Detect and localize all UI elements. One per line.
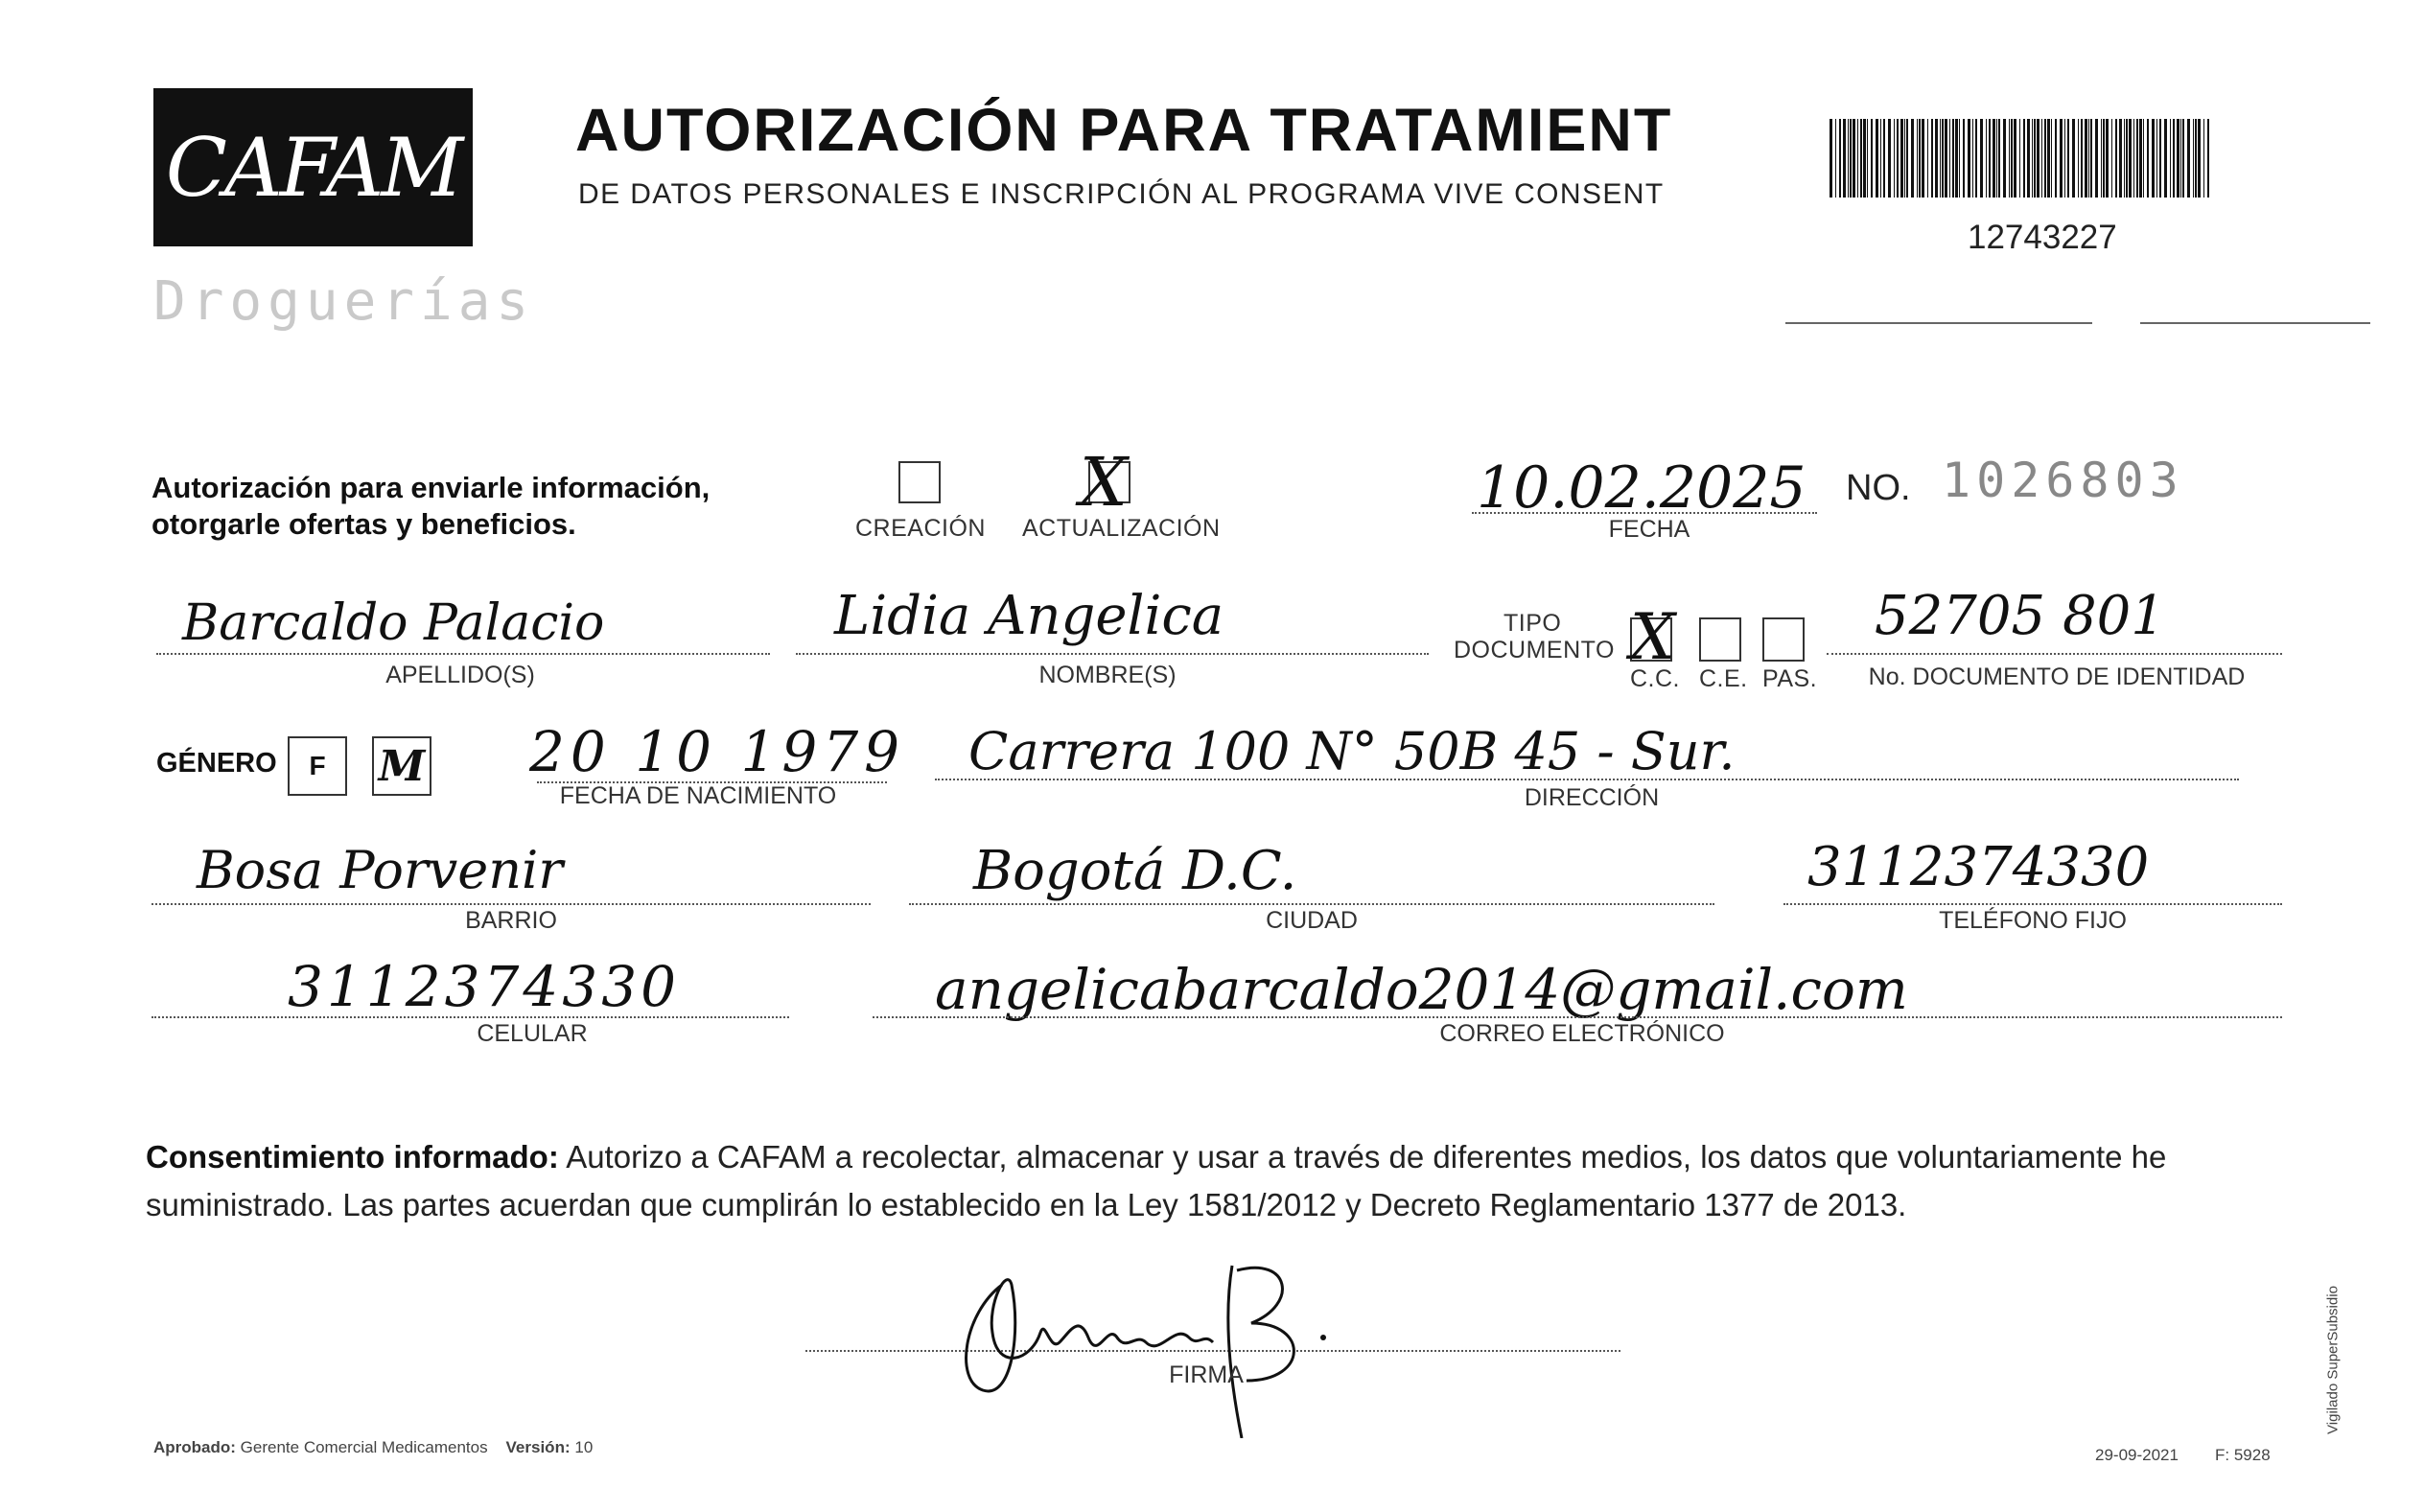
side-text: Vigilado SuperSubsidio bbox=[2324, 1286, 2342, 1434]
genero-f-label: F bbox=[309, 751, 326, 780]
barcode-bar bbox=[2106, 119, 2109, 198]
genero-label: GÉNERO bbox=[156, 748, 277, 779]
actualizacion-mark: X bbox=[1080, 443, 1128, 522]
barcode-bar bbox=[2111, 119, 2112, 198]
barcode-bar bbox=[2027, 119, 2030, 198]
barcode-bar bbox=[2041, 119, 2042, 198]
direccion-line bbox=[935, 779, 2239, 780]
barcode-bar bbox=[1986, 119, 1987, 198]
top-rule-right bbox=[2140, 322, 2370, 324]
barcode-bar bbox=[2203, 119, 2204, 198]
barcode-bar bbox=[2014, 119, 2016, 198]
barcode-bar bbox=[1972, 119, 1973, 198]
genero-m-box[interactable] bbox=[372, 736, 431, 796]
telefono-label: TELÉFONO FIJO bbox=[1939, 907, 2127, 934]
cc-mark: X bbox=[1630, 600, 1675, 674]
barcode-bar bbox=[2152, 119, 2155, 198]
barcode-bar bbox=[1993, 119, 1995, 198]
pas-checkbox[interactable] bbox=[1762, 617, 1805, 662]
barcode-bar bbox=[1860, 119, 1862, 198]
barcode-bar bbox=[2011, 119, 2013, 198]
barcode-bar bbox=[2085, 119, 2087, 198]
barcode-bar bbox=[2147, 119, 2149, 198]
barcode-bar bbox=[2156, 119, 2157, 198]
pas-label: PAS. bbox=[1762, 665, 1818, 692]
barcode-bar bbox=[2067, 119, 2069, 198]
barcode-bar bbox=[1975, 119, 1977, 198]
barcode-bar bbox=[2170, 119, 2171, 198]
cafam-logo bbox=[153, 88, 473, 246]
celular-label: CELULAR bbox=[477, 1020, 588, 1047]
barcode-bar bbox=[1940, 119, 1941, 198]
apellidos-value: Barcaldo Palacio bbox=[182, 594, 605, 652]
cc-label: C.C. bbox=[1630, 665, 1680, 692]
barcode-bar bbox=[1955, 119, 1958, 198]
intro-line-2: otorgarle ofertas y beneficios. bbox=[152, 507, 576, 541]
tipo-documento-label-2: DOCUMENTO bbox=[1454, 637, 1615, 663]
intro-text bbox=[152, 470, 710, 543]
barcode-bar bbox=[1871, 119, 1873, 198]
barcode-bar bbox=[1963, 119, 1965, 198]
fecha-line bbox=[1472, 512, 1817, 514]
barcode-bar bbox=[1848, 119, 1849, 198]
barcode-bar bbox=[2177, 119, 2179, 198]
barcode-bar bbox=[2034, 119, 2036, 198]
no-value: 1026803 bbox=[1942, 453, 2184, 508]
barcode-bar bbox=[1942, 119, 1944, 198]
apellidos-line bbox=[156, 653, 770, 655]
barcode-bar bbox=[2195, 119, 2197, 198]
barcode-bar bbox=[1952, 119, 1954, 198]
genero-m-mark: M bbox=[378, 741, 426, 791]
barcode-bar bbox=[1876, 119, 1878, 198]
barcode-bar bbox=[1904, 119, 1905, 198]
logo-text: CAFAM bbox=[165, 120, 461, 215]
barcode-bar bbox=[1959, 119, 1960, 198]
consent-paragraph bbox=[146, 1133, 2303, 1229]
nombres-value: Lidia Angelica bbox=[834, 585, 1224, 647]
documento-label: No. DOCUMENTO DE IDENTIDAD bbox=[1868, 663, 2246, 690]
barcode-bar bbox=[2136, 119, 2138, 198]
barcode-bar bbox=[2193, 119, 2194, 198]
barcode-bar bbox=[2044, 119, 2046, 198]
barcode-bar bbox=[1894, 119, 1895, 198]
barcode-bar bbox=[2159, 119, 2161, 198]
barcode-bar bbox=[2047, 119, 2050, 198]
signature-label: FIRMA bbox=[1169, 1361, 1244, 1388]
intro-line-1: Autorización para enviarle información, bbox=[152, 471, 711, 504]
fecha-value: 10.02.2025 bbox=[1477, 454, 1806, 522]
barcode-bar bbox=[1880, 119, 1881, 198]
barcode-bar bbox=[2182, 119, 2184, 198]
barcode-bar bbox=[2064, 119, 2065, 198]
ciudad-value: Bogotá D.C. bbox=[973, 840, 1297, 902]
barcode-bar bbox=[1843, 119, 1846, 198]
documento-line bbox=[1827, 653, 2282, 655]
barcode-bar bbox=[1897, 119, 1899, 198]
barcode-bar bbox=[1888, 119, 1891, 198]
barcode-bar bbox=[2126, 119, 2128, 198]
barcode-bar bbox=[2060, 119, 2063, 198]
barcode-bar bbox=[1835, 119, 1836, 198]
genero-f-box[interactable] bbox=[288, 736, 347, 796]
barcode-bar bbox=[2055, 119, 2057, 198]
barcode-bar bbox=[2019, 119, 2020, 198]
barcode-bar bbox=[2090, 119, 2092, 198]
consent-heading: Consentimiento informado: bbox=[146, 1139, 559, 1175]
no-label: NO. bbox=[1846, 468, 1911, 508]
barcode-bar bbox=[1911, 119, 1914, 198]
telefono-line bbox=[1783, 903, 2282, 905]
barcode-bar bbox=[2119, 119, 2122, 198]
barcode-bar bbox=[2037, 119, 2039, 198]
correo-line bbox=[873, 1016, 2282, 1018]
barcode-bar bbox=[1857, 119, 1858, 198]
signature-image bbox=[944, 1246, 1357, 1438]
nombres-label: NOMBRE(S) bbox=[1038, 662, 1177, 688]
barcode-bar bbox=[1968, 119, 1970, 198]
barcode-bar bbox=[1900, 119, 1903, 198]
ciudad-label: CIUDAD bbox=[1266, 907, 1358, 934]
barcode-bar bbox=[1917, 119, 1918, 198]
barrio-line bbox=[152, 903, 871, 905]
side-vertical-text bbox=[2319, 1256, 2343, 1467]
barcode bbox=[1830, 119, 2213, 198]
barcode-bar bbox=[1853, 119, 1855, 198]
barrio-value: Bosa Porvenir bbox=[197, 840, 564, 900]
documento-value: 52705 801 bbox=[1875, 585, 2165, 647]
barcode-bar bbox=[1945, 119, 1947, 198]
celular-value: 3112374330 bbox=[288, 954, 681, 1019]
barcode-bar bbox=[2023, 119, 2025, 198]
ce-label: C.E. bbox=[1699, 665, 1748, 692]
celular-line bbox=[152, 1016, 789, 1018]
ce-checkbox[interactable] bbox=[1699, 617, 1741, 662]
barcode-bar bbox=[1949, 119, 1950, 198]
barcode-bar bbox=[2088, 119, 2089, 198]
barcode-bar bbox=[1850, 119, 1852, 198]
footer-code: F: 5928 bbox=[2215, 1446, 2271, 1464]
consent-text: Autorizo a CAFAM a recolectar, almacenar y usar a través de diferentes medios, los datos que voluntariamente he suministrado. Las partes acuerdan que cumplirán lo establecido en la Ley 1581/2012 y Decreto Reglamentario 1377 de 2013. bbox=[146, 1139, 2167, 1222]
barcode-bar bbox=[2133, 119, 2134, 198]
barcode-bar bbox=[2072, 119, 2075, 198]
correo-label: CORREO ELECTRÓNICO bbox=[1439, 1020, 1725, 1047]
barcode-bar bbox=[1922, 119, 1924, 198]
version-label: Versión: bbox=[505, 1438, 571, 1456]
barcode-bar bbox=[1996, 119, 1997, 198]
barcode-bar bbox=[1839, 119, 1841, 198]
barcode-bar bbox=[1980, 119, 1983, 198]
correo-value: angelicabarcaldo2014@gmail.com bbox=[935, 957, 1908, 1022]
barcode-bar bbox=[2129, 119, 2132, 198]
aprobado-label: Aprobado: bbox=[153, 1438, 236, 1456]
barcode-bar bbox=[2103, 119, 2105, 198]
top-rule-left bbox=[1785, 322, 2092, 324]
actualizacion-label: ACTUALIZACIÓN bbox=[1022, 515, 1221, 542]
direccion-value: Carrera 100 N° 50B 45 - Sur. bbox=[968, 721, 1736, 781]
barcode-bar bbox=[2051, 119, 2052, 198]
ciudad-line bbox=[909, 903, 1714, 905]
aprobado-value: Gerente Comercial Medicamentos bbox=[240, 1438, 488, 1456]
telefono-value: 3112374330 bbox=[1807, 836, 2150, 898]
barcode-bar bbox=[2207, 119, 2209, 198]
apellidos-label: APELLIDO(S) bbox=[385, 662, 535, 688]
barrio-label: BARRIO bbox=[465, 907, 557, 934]
barcode-bar bbox=[2095, 119, 2098, 198]
barcode-bar bbox=[2078, 119, 2079, 198]
barcode-bar bbox=[2009, 119, 2010, 198]
barcode-bar bbox=[1830, 119, 1832, 198]
barcode-bar bbox=[2124, 119, 2125, 198]
barcode-bar bbox=[1867, 119, 1868, 198]
barcode-bar bbox=[1931, 119, 1933, 198]
footer-approval bbox=[153, 1438, 593, 1457]
barcode-bar bbox=[1919, 119, 1921, 198]
creacion-checkbox[interactable] bbox=[898, 461, 941, 503]
barcode-bar bbox=[2101, 119, 2102, 198]
fecha-label: FECHA bbox=[1608, 516, 1690, 543]
barcode-bar bbox=[2180, 119, 2181, 198]
barcode-number: 12743227 bbox=[1968, 219, 2117, 256]
logo-subtext: Droguerías bbox=[153, 270, 535, 333]
footer-date: 29-09-2021 bbox=[2095, 1446, 2179, 1464]
barcode-bar bbox=[2081, 119, 2083, 198]
barcode-bar bbox=[2164, 119, 2167, 198]
barcode-bar bbox=[1998, 119, 2000, 198]
nacimiento-label: FECHA DE NACIMIENTO bbox=[559, 782, 837, 809]
barcode-bar bbox=[2032, 119, 2033, 198]
barcode-bar bbox=[2187, 119, 2190, 198]
barcode-bar bbox=[1906, 119, 1908, 198]
nombres-line bbox=[796, 653, 1429, 655]
barcode-bar bbox=[1927, 119, 1928, 198]
version-value: 10 bbox=[574, 1438, 594, 1456]
barcode-bar bbox=[2198, 119, 2201, 198]
barcode-bar bbox=[1883, 119, 1885, 198]
barcode-bar bbox=[2115, 119, 2117, 198]
barcode-bar bbox=[1935, 119, 1938, 198]
barcode-bar bbox=[1989, 119, 1991, 198]
barcode-bar bbox=[2173, 119, 2175, 198]
nacimiento-value: 20 10 1979 bbox=[529, 719, 906, 784]
barcode-bar bbox=[2139, 119, 2142, 198]
document-subtitle: DE DATOS PERSONALES E INSCRIPCIÓN AL PROGRAMA VIVE CONSENT bbox=[578, 178, 1665, 210]
barcode-bar bbox=[2143, 119, 2144, 198]
barcode-bar bbox=[1863, 119, 1866, 198]
barcode-bar bbox=[2003, 119, 2006, 198]
direccion-label: DIRECCIÓN bbox=[1524, 784, 1660, 811]
document-title: AUTORIZACIÓN PARA TRATAMIENT bbox=[575, 97, 1673, 164]
tipo-documento-label-1: TIPO bbox=[1503, 610, 1562, 637]
creacion-label: CREACIÓN bbox=[855, 515, 986, 542]
